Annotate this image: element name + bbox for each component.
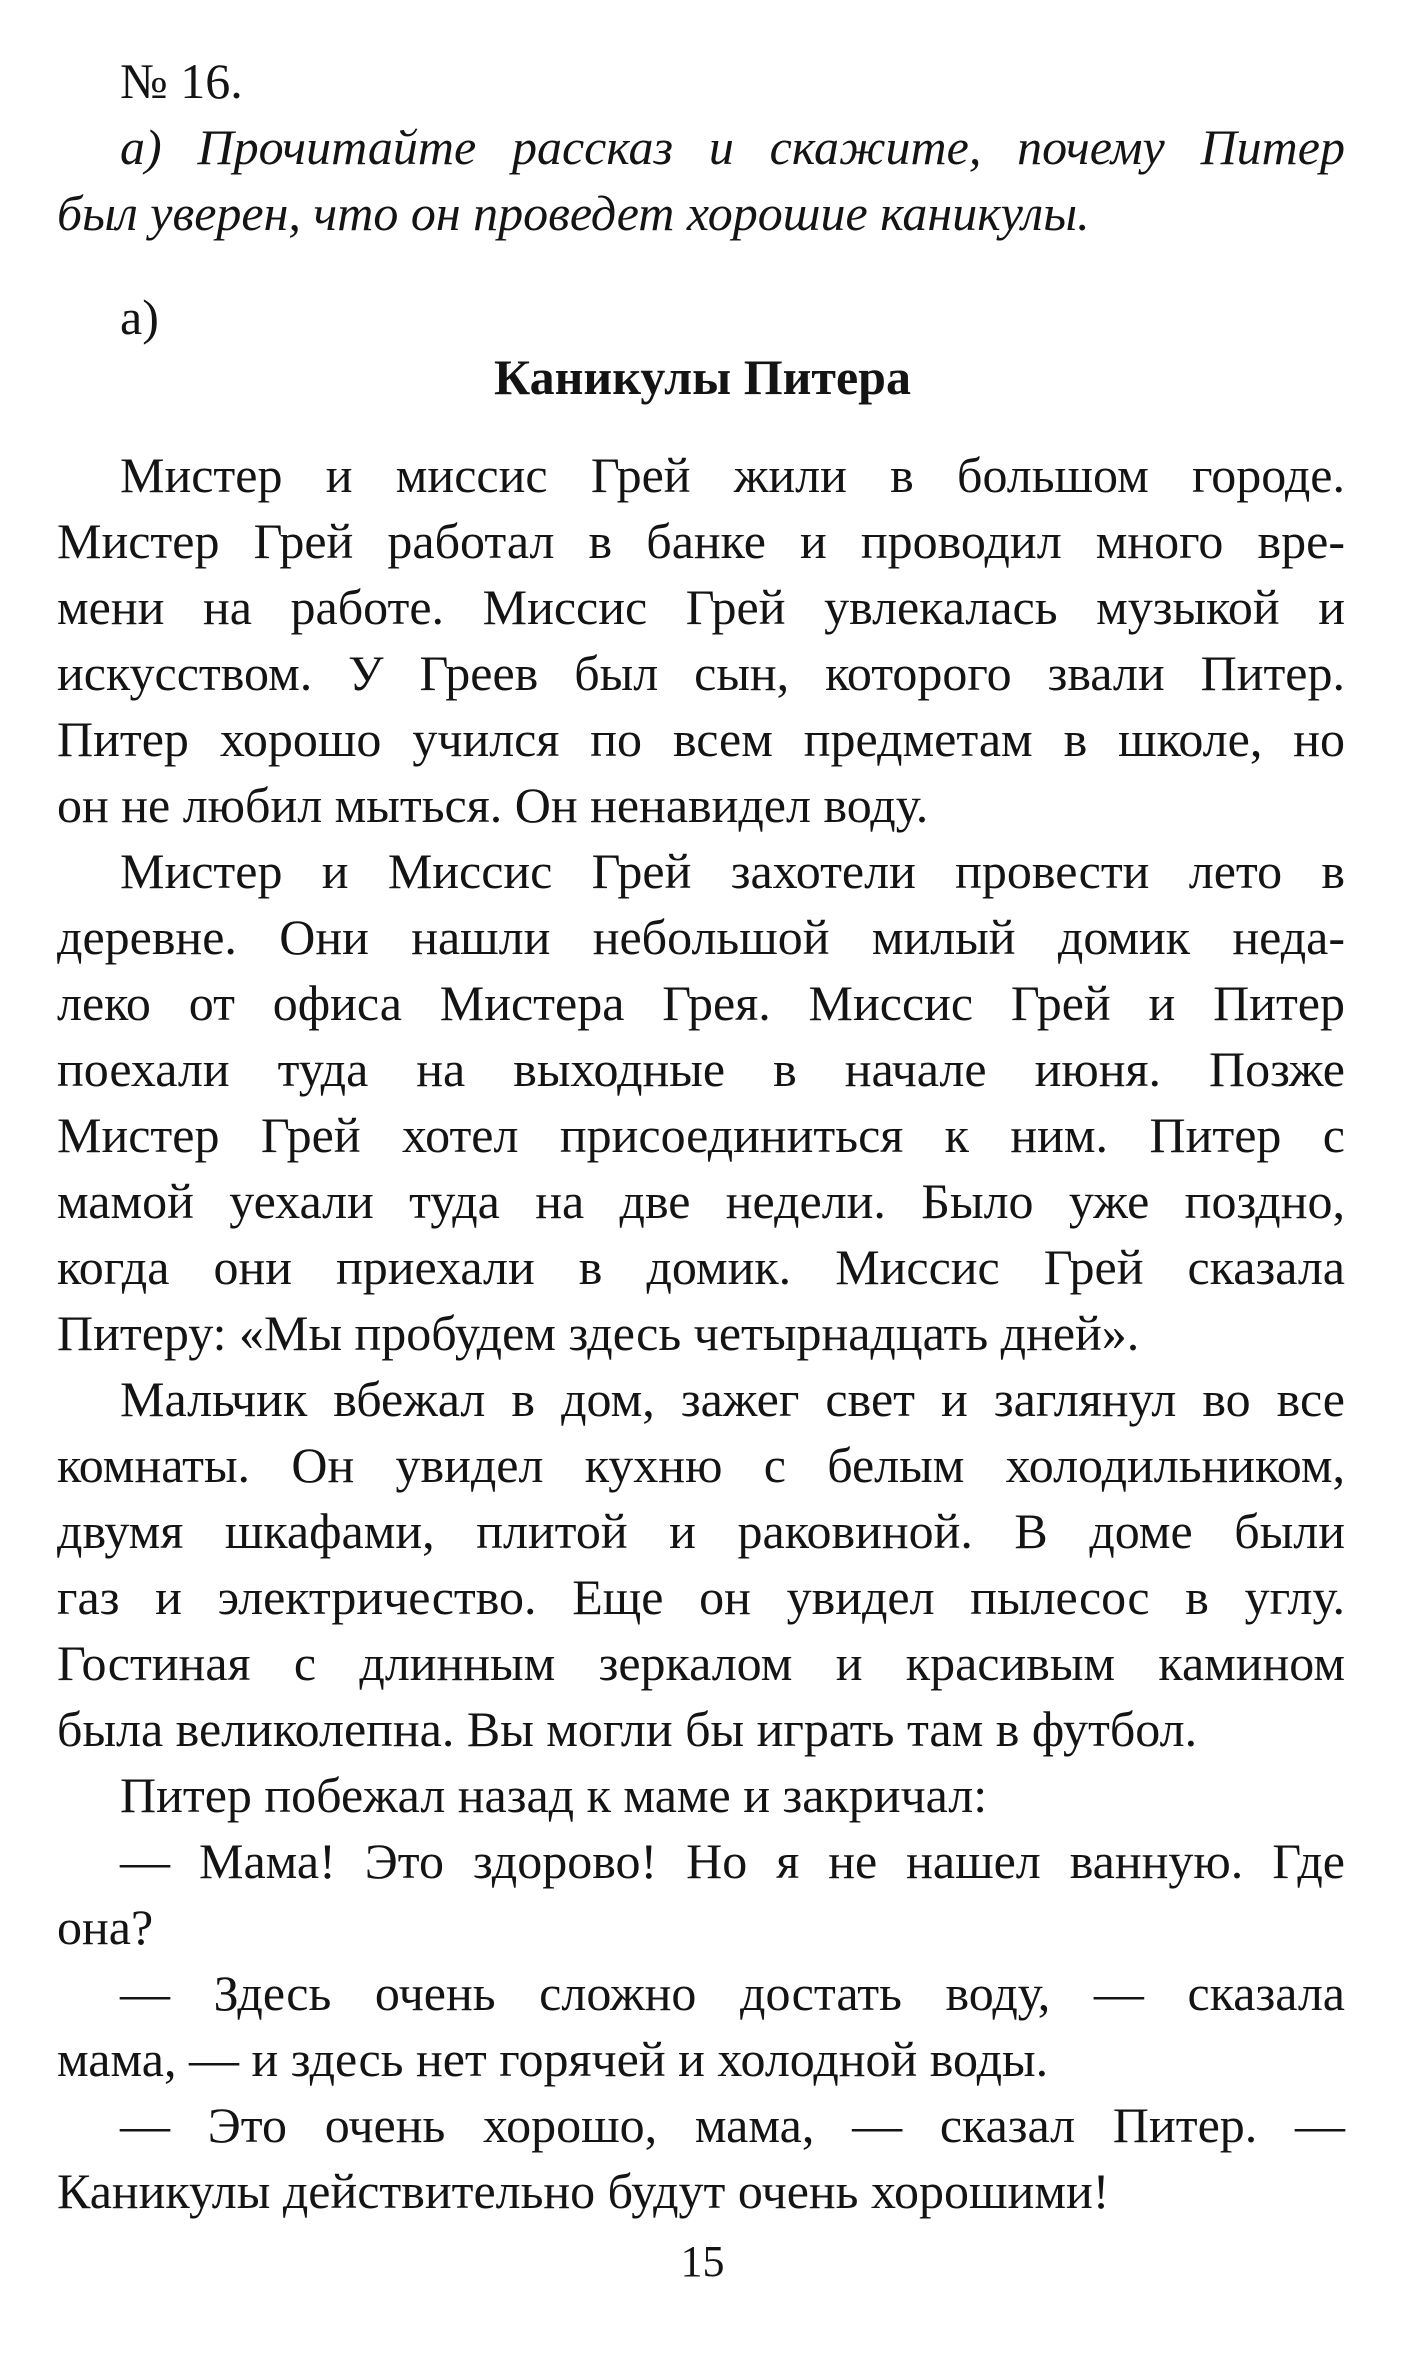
story-line: Питер хорошо учился по всем предметам в школе, но: [57, 711, 1345, 767]
story-line: мамой уехали туда на две недели. Было уже поздно,: [57, 1173, 1345, 1229]
story-line: искусством. У Греев был сын, которого звали Питер.: [57, 645, 1345, 701]
story-line: Питеру: «Мы пробудем здесь четырнадцать дней».: [57, 1305, 1140, 1361]
story-line: была великолепна. Вы могли бы играть там в футбол.: [57, 1701, 1198, 1757]
story-line: поехали туда на выходные в начале июня. Позже: [57, 1041, 1345, 1097]
story-title: Каникулы Питера: [494, 349, 911, 405]
story-line: газ и электричество. Еще он увидел пылесос в углу.: [57, 1569, 1345, 1625]
story-line: комнаты. Он увидел кухню с белым холодильником,: [57, 1437, 1345, 1493]
story-line: когда они приехали в домик. Миссис Грей сказала: [57, 1239, 1345, 1295]
story-line: мама, — и здесь нет горячей и холодной воды.: [57, 2031, 1049, 2087]
story-line: — Здесь очень сложно достать воду, — сказала: [120, 1965, 1345, 2021]
story-line: Мистер Грей хотел присоединиться к ним. Питер с: [57, 1107, 1345, 1163]
task-instruction-line: а) Прочитайте рассказ и скажите, почему Питер: [120, 119, 1345, 175]
section-label: а): [120, 289, 159, 345]
story-line: Мистер Грей работал в банке и проводил много вре-: [57, 513, 1345, 569]
story-line: Мистер и миссис Грей жили в большом городе.: [120, 447, 1345, 503]
task-number: № 16.: [120, 53, 243, 109]
story-line: Питер побежал назад к маме и закричал:: [120, 1767, 988, 1823]
story-line: она?: [57, 1899, 154, 1955]
story-line: леко от офиса Мистера Грея. Миссис Грей и Питер: [57, 975, 1345, 1031]
story-line: двумя шкафами, плитой и раковиной. В доме были: [57, 1503, 1345, 1559]
story-line: деревне. Они нашли небольшой милый домик неда-: [57, 909, 1345, 965]
task-instruction-line: был уверен, что он проведет хорошие каникулы.: [57, 185, 1090, 241]
story-line: он не любил мыться. Он ненавидел воду.: [57, 777, 929, 833]
story-line: Мальчик вбежал в дом, зажег свет и заглянул во все: [120, 1371, 1345, 1427]
story-line: — Мама! Это здорово! Но я не нашел ванную. Где: [120, 1833, 1345, 1889]
page-number: 15: [680, 2237, 725, 2286]
story-line: мени на работе. Миссис Грей увлекалась музыкой и: [57, 579, 1345, 635]
story-line: Каникулы действительно будут очень хорошими!: [57, 2163, 1110, 2219]
story-line: — Это очень хорошо, мама, — сказал Питер. —: [120, 2097, 1345, 2153]
story-line: Мистер и Миссис Грей захотели провести лето в: [120, 843, 1345, 899]
story-line: Гостиная с длинным зеркалом и красивым камином: [57, 1635, 1345, 1691]
